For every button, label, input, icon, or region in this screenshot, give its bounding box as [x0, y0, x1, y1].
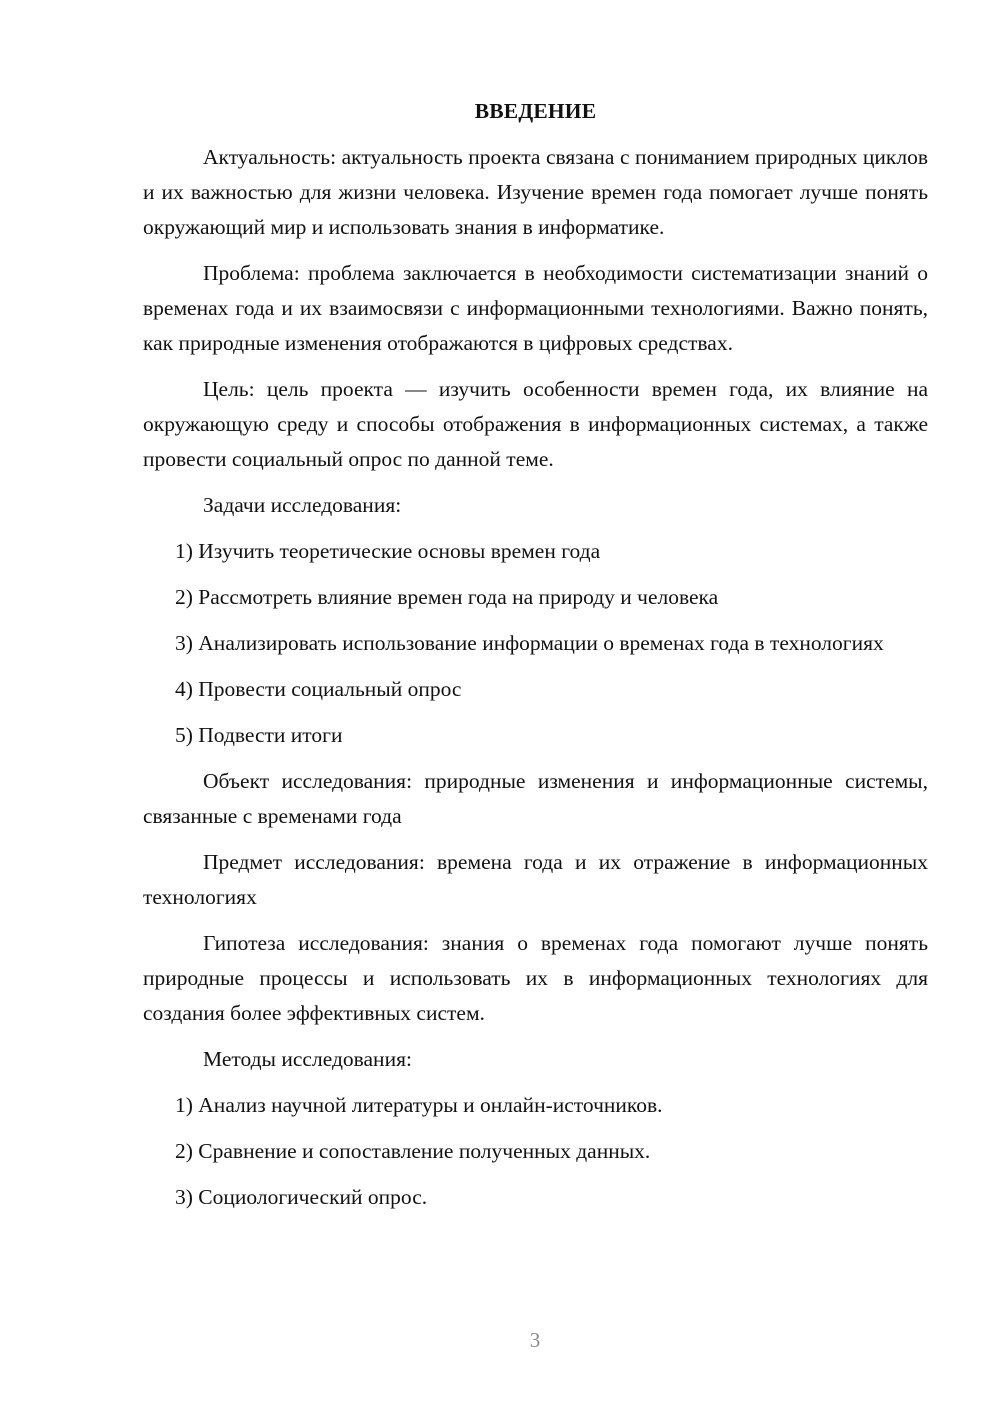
goal-paragraph: Цель: цель проекта — изучить особенности времен года, их влияние на окружающую среду и способы отображения в информационных системах, а также провести социальный опрос по данной теме.	[143, 377, 928, 471]
object-paragraph: Объект исследования: природные изменения и информационные системы, связанные с временами года	[143, 769, 928, 828]
list-item: 4) Провести социальный опрос	[175, 677, 462, 701]
list-item: 1) Анализ научной литературы и онлайн-источников.	[175, 1093, 663, 1117]
page-content	[143, 94, 928, 1226]
tasks-title: Задачи исследования:	[203, 493, 402, 517]
list-item: 1) Изучить теоретические основы времен года	[175, 539, 601, 563]
problem-paragraph: Проблема: проблема заключается в необходимости систематизации знаний о временах года и их взаимосвязи с информационными технологиями. Важно понять, как природные изменения отображаются в цифровых средствах.	[143, 261, 928, 355]
methods-list	[143, 1088, 928, 1215]
list-item: 3) Анализировать использование информации о временах года в технологиях	[175, 631, 884, 655]
list-item: 2) Рассмотреть влияние времен года на природу и человека	[175, 585, 719, 609]
methods-title: Методы исследования:	[203, 1047, 412, 1071]
list-item: 5) Подвести итоги	[175, 723, 343, 747]
list-item: 2) Сравнение и сопоставление полученных данных.	[175, 1139, 651, 1163]
subject-paragraph: Предмет исследования: времена года и их отражение в информационных технологиях	[143, 850, 928, 909]
page-number: 3	[529, 1328, 541, 1352]
tasks-list	[143, 534, 928, 753]
section-heading: ВВЕДЕНИЕ	[474, 99, 597, 123]
hypothesis-paragraph: Гипотеза исследования: знания о временах года помогают лучше понять природные процессы и использовать их в информационных технологиях для создания более эффективных систем.	[143, 931, 928, 1025]
relevance-paragraph: Актуальность: актуальность проекта связана с пониманием природных циклов и их важностью для жизни человека. Изучение времен года помогает лучше понять окружающий мир и использовать знания в информатике.	[143, 145, 928, 239]
list-item: 3) Социологический опрос.	[175, 1185, 428, 1209]
